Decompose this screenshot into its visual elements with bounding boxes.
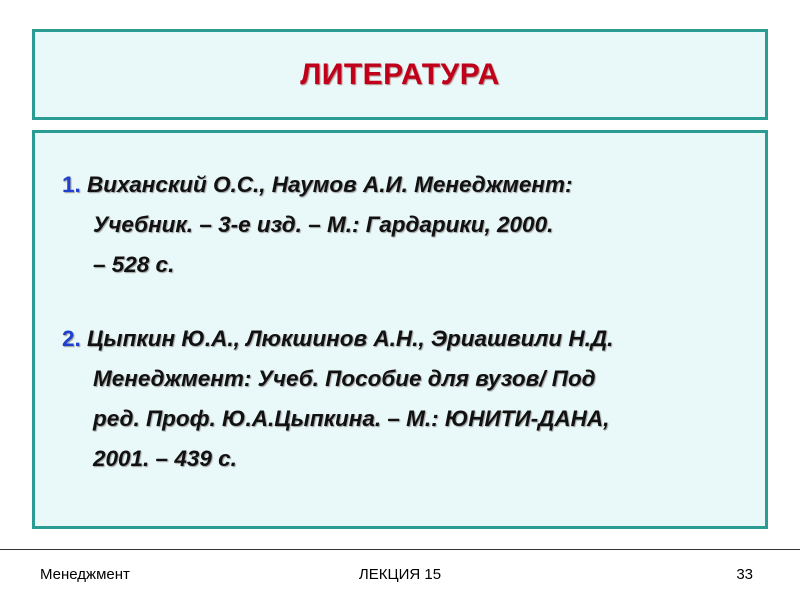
- title-panel: [32, 29, 768, 120]
- reference-1-text-1: Виханский О.С., Наумов А.И. Менеджмент:: [87, 172, 573, 197]
- footer-page-number: 33: [736, 566, 753, 583]
- reference-1-line-3: – 528 с.: [93, 252, 175, 277]
- reference-item-1: [62, 165, 573, 285]
- reference-1-line-2: Учебник. – 3-е изд. – М.: Гардарики, 2000.: [93, 212, 554, 237]
- reference-2-line-2: Менеджмент: Учеб. Пособие для вузов/ Под: [93, 366, 596, 391]
- references-panel: [32, 130, 768, 529]
- footer-course-name: Менеджмент: [40, 566, 130, 583]
- footer-lecture: ЛЕКЦИЯ 15: [358, 566, 442, 583]
- reference-2-line-4: 2001. – 439 с.: [93, 446, 237, 471]
- reference-2-number: 2.: [62, 326, 81, 351]
- reference-2-text-1: Цыпкин Ю.А., Люкшинов А.Н., Эриашвили Н.Д.: [87, 326, 614, 351]
- reference-1-number: 1.: [62, 172, 81, 197]
- reference-1-line-1: [62, 165, 573, 205]
- slide-title: ЛИТЕРАТУРА: [300, 57, 500, 91]
- footer-divider: [0, 549, 800, 550]
- reference-item-2: [62, 319, 613, 479]
- reference-2-line-3: ред. Проф. Ю.А.Цыпкина. – М.: ЮНИТИ-ДАНА,: [93, 406, 610, 431]
- reference-2-line-1: [62, 319, 613, 359]
